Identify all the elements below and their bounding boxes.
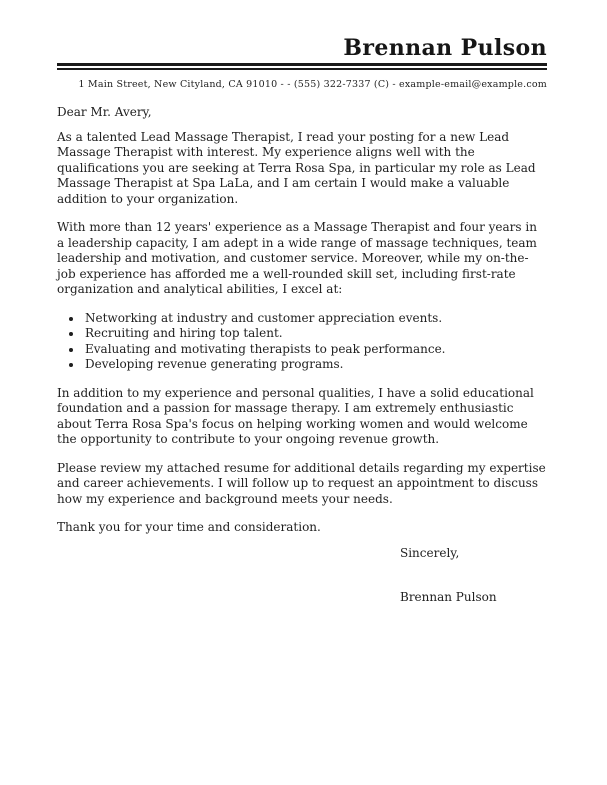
list-item: • Developing revenue generating programs. xyxy=(83,357,547,373)
signature-name: Brennan Pulson xyxy=(400,590,497,605)
letterhead xyxy=(57,36,547,90)
letterhead-contact: 1 Main Street, New Cityland, CA 91010 - - (555) 322-7337 (C) - example-email@example.com xyxy=(78,79,547,91)
skills-list xyxy=(57,311,547,373)
letterhead-name: Brennan Pulson xyxy=(343,35,547,61)
signature-block xyxy=(400,546,547,606)
letterhead-divider xyxy=(57,63,547,70)
paragraph-education: In addition to my experience and personal qualities, I have a solid educational foundation and a passion for massage therapy. I am extremely enthusiastic about Terra Rosa Spa's focus on helping working women and would welcome the opportunity to contribute to your ongoing revenue growth. xyxy=(57,385,534,447)
signoff: Sincerely, xyxy=(400,545,460,560)
salutation: Dear Mr. Avery, xyxy=(57,105,152,120)
list-item: • Networking at industry and customer appreciation events. xyxy=(83,311,547,327)
paragraph-follow-up: Please review my attached resume for additional details regarding my expertise and career achievements. I will follow up to request an appointment to discuss how my experience and background meets your needs. xyxy=(57,460,546,506)
paragraph-introduction: As a talented Lead Massage Therapist, I read your posting for a new Lead Massage Therapist with interest. My experience aligns well with the qualifications you are seeking at Terra Rosa Spa, in particular my role as Lead Massage Therapist at Spa LaLa, and I am certain I would make a valuable addition to your organization. xyxy=(57,129,536,206)
paragraph-experience: With more than 12 years' experience as a Massage Therapist and four years in a leadership capacity, I am adept in a wide range of massage techniques, team leadership and motivation, and customer service. Moreover, while my on-the-job experience has afforded me a well-rounded skill set, including first-rate organization and analytical abilities, I excel at: xyxy=(57,220,537,297)
thank-you-line: Thank you for your time and consideration. xyxy=(57,520,321,535)
list-item: • Recruiting and hiring top talent. xyxy=(83,326,547,342)
letter-body xyxy=(57,105,547,606)
list-item: • Evaluating and motivating therapists to peak performance. xyxy=(83,342,547,358)
